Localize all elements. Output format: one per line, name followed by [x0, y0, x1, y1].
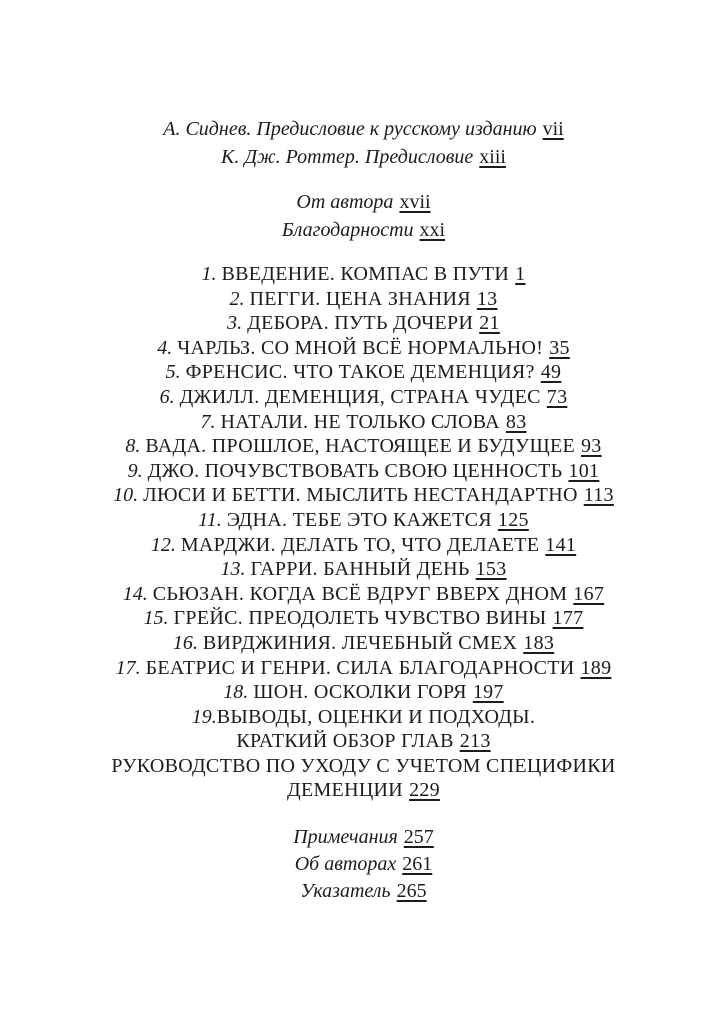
- section-gap: [0, 803, 727, 824]
- entry-title: КРАТКИЙ ОБЗОР ГЛАВ: [236, 730, 454, 753]
- page-number-link[interactable]: 197: [472, 681, 504, 704]
- entry-title: ГАРРИ. БАННЫЙ ДЕНЬ: [250, 558, 470, 581]
- toc-entry-line: [0, 778, 727, 803]
- toc-entry-line: [0, 143, 727, 171]
- page-number-link[interactable]: 113: [583, 484, 614, 507]
- chapter-number: 2.: [229, 287, 250, 310]
- entry-title: К. Дж. Роттер. Предисловие: [221, 146, 474, 168]
- toc-entry-line: [0, 188, 727, 216]
- entry-title: БЕАТРИС И ГЕНРИ. СИЛА БЛАГОДАРНОСТИ: [145, 656, 575, 679]
- toc-entry-line: [0, 459, 727, 484]
- toc-entry-line: [0, 434, 727, 459]
- toc-entry-line: [0, 508, 727, 533]
- entry-title: ПЕГГИ. ЦЕНА ЗНАНИЯ: [249, 287, 471, 310]
- entry-title: ДЕМЕНЦИИ: [287, 779, 404, 802]
- page-number-link[interactable]: 167: [573, 582, 605, 605]
- page-number-link[interactable]: 141: [545, 533, 577, 556]
- page-number-link[interactable]: 189: [580, 656, 612, 679]
- entry-title: Благодарности: [281, 219, 414, 241]
- chapter-number: 18.: [223, 681, 254, 704]
- page-number-link[interactable]: 21: [479, 312, 500, 335]
- toc-entry-line: [0, 385, 727, 410]
- toc-entry-line: [0, 582, 727, 607]
- toc-entry-line: [0, 705, 727, 730]
- page-number-link[interactable]: 49: [540, 361, 562, 384]
- entry-title: РУКОВОДСТВО ПО УХОДУ С УЧЕТОМ СПЕЦИФИКИ: [111, 754, 616, 777]
- chapter-number: 13.: [220, 558, 251, 581]
- toc-entry-line: [0, 336, 727, 361]
- chapter-number: 12.: [150, 533, 181, 556]
- page-number-link[interactable]: 35: [549, 336, 570, 359]
- entry-title: ВВЕДЕНИЕ. КОМПАС В ПУТИ: [221, 263, 510, 285]
- section-gap: [0, 244, 727, 262]
- toc-chapters-section: [0, 262, 727, 803]
- page-number-link[interactable]: 83: [505, 410, 527, 433]
- toc-entry-line: [0, 557, 727, 582]
- page-number-link[interactable]: 101: [568, 459, 600, 482]
- page-number-link[interactable]: 1: [515, 263, 526, 285]
- chapter-number: 5.: [165, 361, 186, 384]
- chapter-number: 16.: [172, 631, 203, 654]
- page-number-link[interactable]: 257: [403, 826, 434, 849]
- chapter-number: 15.: [143, 607, 174, 630]
- entry-title: ВАДА. ПРОШЛОЕ, НАСТОЯЩЕЕ И БУДУЩЕЕ: [145, 435, 575, 458]
- chapter-number: 4.: [157, 336, 178, 359]
- entry-title: НАТАЛИ. НЕ ТОЛЬКО СЛОВА: [220, 410, 500, 433]
- toc-entry-line: [0, 656, 727, 681]
- entry-title: ЭДНА. ТЕБЕ ЭТО КАЖЕТСЯ: [226, 508, 492, 531]
- entry-title: ДЖИЛЛ. ДЕМЕНЦИЯ, СТРАНА ЧУДЕС: [179, 385, 541, 408]
- page-number-link[interactable]: xiii: [479, 146, 506, 168]
- toc-entry-line: [0, 729, 727, 754]
- chapter-number: 14.: [122, 582, 153, 605]
- chapter-number: 1.: [201, 263, 222, 285]
- page-number-link[interactable]: xvii: [399, 191, 431, 213]
- page-number-link[interactable]: 125: [497, 508, 529, 531]
- toc-entry-line: [0, 311, 727, 336]
- toc-entry-line: [0, 287, 727, 312]
- toc-entry-line: [0, 680, 727, 705]
- entry-title: ЧАРЛЬЗ. СО МНОЙ ВСЁ НОРМАЛЬНО!: [177, 336, 544, 359]
- page-number-link[interactable]: 177: [552, 607, 584, 630]
- entry-title: А. Сиднев. Предисловие к русскому изданию: [163, 118, 537, 140]
- chapter-number: 7.: [200, 410, 221, 433]
- page-number-link[interactable]: 265: [396, 880, 427, 903]
- page-number-link[interactable]: 229: [409, 779, 440, 802]
- page-number-link[interactable]: 93: [581, 435, 602, 458]
- page-number-link[interactable]: 213: [459, 730, 491, 753]
- toc-entry-line: [0, 606, 727, 631]
- toc-author-notes-section: [0, 188, 727, 244]
- chapter-number: 19.: [191, 705, 217, 728]
- page-number-link[interactable]: 13: [476, 287, 498, 310]
- toc-entry-line: [0, 360, 727, 385]
- entry-title: ФРЕНСИС. ЧТО ТАКОЕ ДЕМЕНЦИЯ?: [185, 361, 535, 384]
- toc-entry-line: [0, 262, 727, 287]
- toc-entry-line: [0, 216, 727, 244]
- entry-title: ГРЕЙС. ПРЕОДОЛЕТЬ ЧУВСТВО ВИНЫ: [173, 607, 547, 630]
- toc-entry-line: [0, 631, 727, 656]
- entry-title: МАРДЖИ. ДЕЛАТЬ ТО, ЧТО ДЕЛАЕТЕ: [180, 533, 540, 556]
- chapter-number: 17.: [115, 656, 146, 679]
- page-number-link[interactable]: 261: [402, 853, 433, 876]
- entry-title: Указатель: [300, 880, 391, 903]
- toc-entry-line: [0, 115, 727, 143]
- toc-entry-line: [0, 754, 727, 779]
- entry-title: От автора: [296, 191, 394, 213]
- toc-entry-line: [0, 878, 727, 905]
- page-number-link[interactable]: xxi: [419, 219, 446, 241]
- top-margin: [0, 0, 727, 115]
- page-number-link[interactable]: 73: [546, 385, 568, 408]
- entry-title: ВИРДЖИНИЯ. ЛЕЧЕБНЫЙ СМЕХ: [202, 631, 518, 654]
- toc-entry-line: [0, 483, 727, 508]
- entry-title: ДЖО. ПОЧУВСТВОВАТЬ СВОЮ ЦЕННОСТЬ: [147, 459, 563, 482]
- entry-title: Примечания: [293, 826, 398, 849]
- entry-title: СЬЮЗАН. КОГДА ВСЁ ВДРУГ ВВЕРХ ДНОМ: [152, 582, 568, 605]
- entry-title: ЛЮСИ И БЕТТИ. МЫСЛИТЬ НЕСТАНДАРТНО: [143, 484, 578, 507]
- page-number-link[interactable]: 183: [523, 631, 555, 654]
- entry-title: ДЕБОРА. ПУТЬ ДОЧЕРИ: [247, 312, 474, 335]
- entry-title: ШОН. ОСКОЛКИ ГОРЯ: [253, 681, 467, 704]
- toc-entry-line: [0, 410, 727, 435]
- toc-entry-line: [0, 824, 727, 851]
- chapter-number: 9.: [127, 459, 148, 482]
- page-number-link[interactable]: vii: [542, 118, 564, 140]
- chapter-number: 8.: [125, 435, 146, 458]
- toc-back-matter-section: [0, 824, 727, 905]
- chapter-number: 10.: [113, 484, 144, 507]
- chapter-number: 11.: [198, 508, 227, 531]
- entry-title: Об авторах: [294, 853, 397, 876]
- section-gap: [0, 171, 727, 188]
- entry-title: ВЫВОДЫ, ОЦЕНКИ И ПОДХОДЫ.: [216, 705, 536, 728]
- toc-entry-line: [0, 851, 727, 878]
- chapter-number: 3.: [227, 312, 248, 335]
- chapter-number: 6.: [159, 385, 180, 408]
- toc-entry-line: [0, 533, 727, 558]
- page-number-link[interactable]: 153: [475, 558, 507, 581]
- toc-preface-section: [0, 115, 727, 171]
